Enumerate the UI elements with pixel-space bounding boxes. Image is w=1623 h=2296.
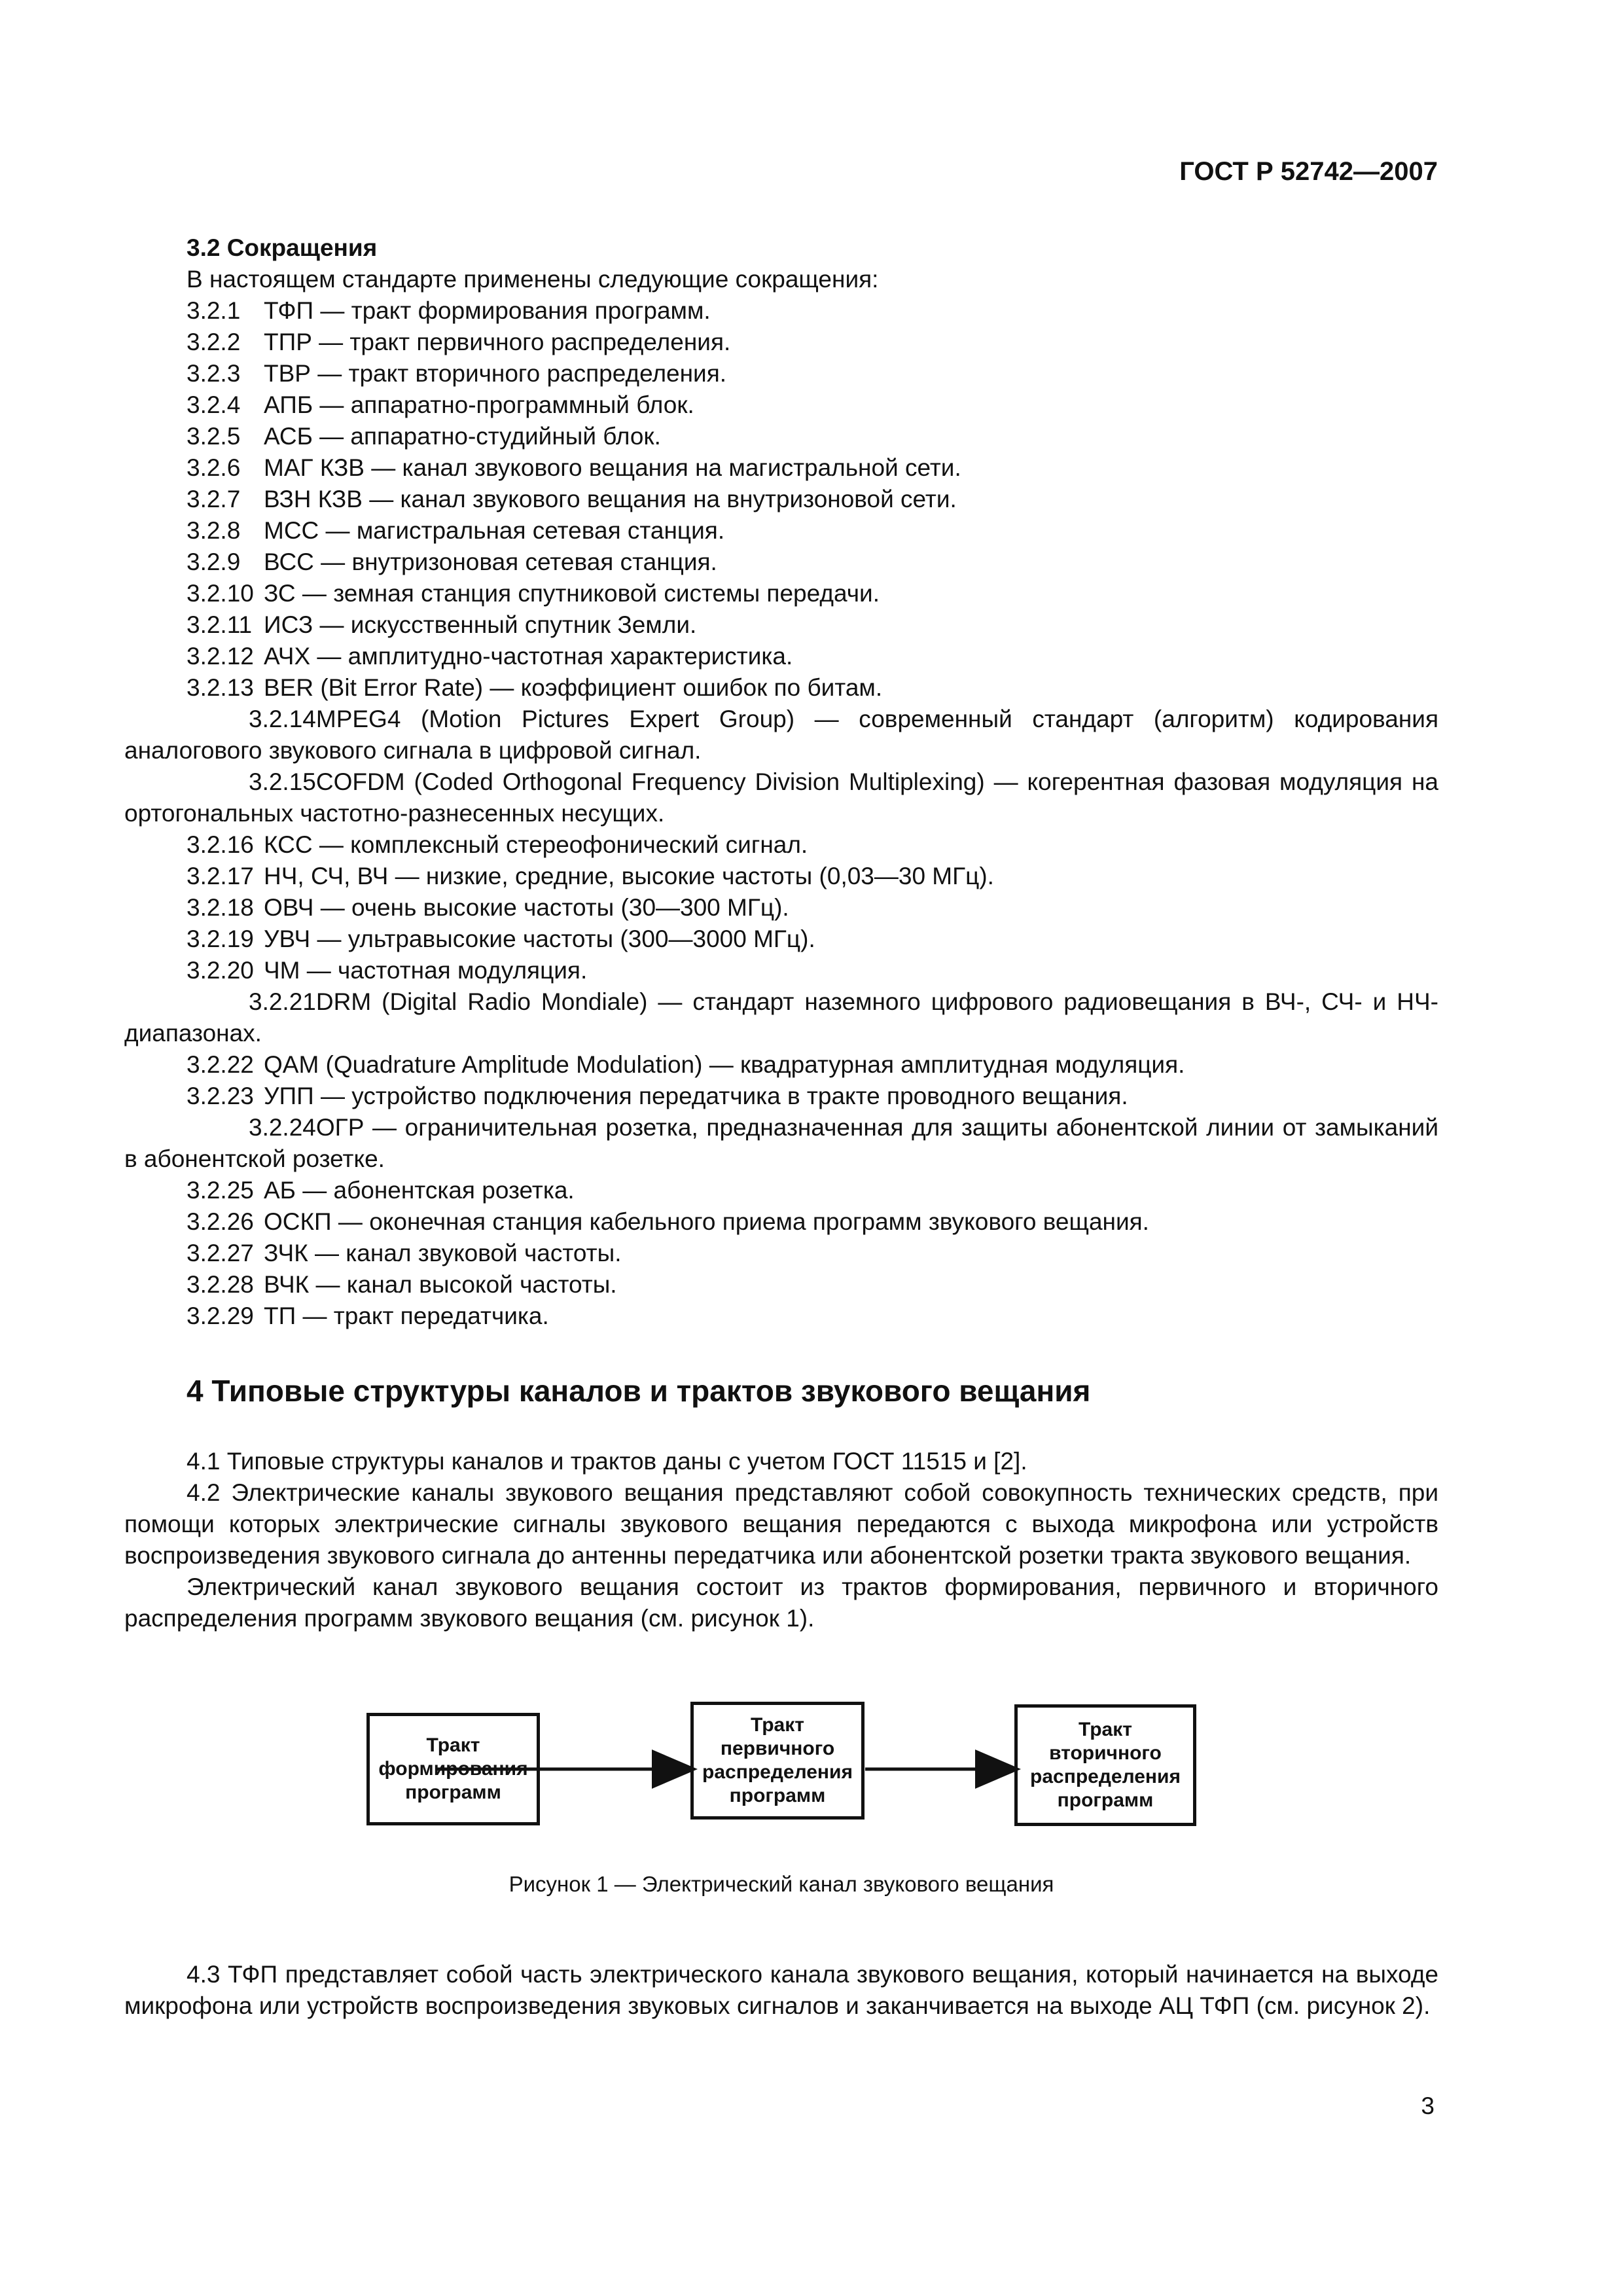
abbreviation-text: ТВР — тракт вторичного распределения. [264,360,727,387]
abbreviation-item [124,704,1438,766]
abbreviation-item [124,358,1438,389]
page-number: 3 [1421,2092,1435,2119]
abbreviation-item [124,1300,1438,1332]
abbreviation-text: МАГ КЗВ — канал звукового вещания на магистральной сети. [264,454,961,481]
abbreviation-text: ОГР — ограничительная розетка, предназначенная для защиты абонентской линии от замыканий в абонентской розетке. [124,1114,1438,1172]
paragraph-4-1: 4.1 Типовые структуры каналов и трактов даны с учетом ГОСТ 11515 и [2]. [187,1448,1027,1475]
abbreviation-text: COFDM (Coded Orthogonal Frequency Division Multiplexing) — когерентная фазовая модуляция на ортогональных частотно-разнесенных несущих. [124,768,1438,827]
abbreviation-text: ЧМ — частотная модуляция. [264,957,588,984]
abbreviation-item [124,829,1438,861]
abbreviation-item [124,955,1438,986]
box-formation-tract [366,1713,540,1825]
abbreviation-number: 3.2.15 [249,768,316,795]
abbreviation-number: 3.2.25 [187,1177,254,1204]
abbreviation-number: 3.2.4 [187,391,241,418]
box-1-line-2: формирования [378,1758,528,1780]
standard-code-header: ГОСТ Р 52742—2007 [1179,157,1438,186]
box-3-line-2: вторичного [1049,1742,1162,1764]
abbreviation-number: 3.2.17 [187,863,254,889]
abbreviation-text: MPEG4 (Motion Pictures Expert Group) — современный стандарт (алгоритм) кодирования аналогового звукового сигнала в цифровой сигнал. [124,706,1438,764]
box-2-line-3: распределения [702,1761,853,1783]
abbreviation-item [124,452,1438,484]
box-1-line-1: Тракт [426,1734,480,1756]
abbreviation-item [124,547,1438,578]
abbreviation-text: НЧ, СЧ, ВЧ — низкие, средние, высокие частоты (0,03—30 МГц). [264,863,994,889]
abbreviation-number: 3.2.24 [249,1114,316,1141]
abbreviation-text: ТП — тракт передатчика. [264,1302,549,1329]
abbreviation-number: 3.2.8 [187,517,241,544]
abbreviation-text: ОВЧ — очень высокие частоты (30—300 МГц). [264,894,789,921]
abbreviation-text: УПП — устройство подключения передатчика в тракте проводного вещания. [264,1083,1128,1109]
abbreviation-item [124,1049,1438,1081]
abbreviation-item [124,327,1438,358]
abbreviation-number: 3.2.7 [187,486,241,512]
abbreviation-text: АСБ — аппаратно-студийный блок. [264,423,661,450]
abbreviation-list [124,295,1438,1332]
abbreviation-text: ЗС — земная станция спутниковой системы передачи. [264,580,880,607]
box-2-line-4: программ [729,1785,826,1806]
abbreviation-text: QAM (Quadrature Amplitude Modulation) — квадратурная амплитудная модуляция. [264,1051,1185,1078]
abbreviation-item [124,295,1438,327]
abbreviation-number: 3.2.5 [187,423,241,450]
abbreviation-item [124,986,1438,1049]
abbreviation-number: 3.2.1 [187,297,241,324]
figure-1-caption: Рисунок 1 — Электрический канал звукового вещания [508,1872,1054,1896]
abbreviation-number: 3.2.12 [187,643,254,670]
abbreviation-number: 3.2.23 [187,1083,254,1109]
abbreviation-number: 3.2.9 [187,548,241,575]
abbreviation-item [124,389,1438,421]
abbreviation-number: 3.2.29 [187,1302,254,1329]
abbreviation-text: ВЗН КЗВ — канал звукового вещания на внутризоновой сети. [264,486,957,512]
abbreviation-number: 3.2.27 [187,1240,254,1266]
abbreviation-text: КСС — комплексный стереофонический сигнал. [264,831,808,858]
box-2-line-2: первичного [720,1738,835,1759]
abbreviation-number: 3.2.3 [187,360,241,387]
section-3-2-title: 3.2 Сокращения [187,234,378,261]
abbreviation-number: 3.2.28 [187,1271,254,1298]
abbreviation-item [124,1081,1438,1112]
section-4-title: 4 Типовые структуры каналов и трактов звукового вещания [187,1374,1091,1408]
abbreviation-number: 3.2.22 [187,1051,254,1078]
abbreviation-number: 3.2.20 [187,957,254,984]
figure-1-diagram [124,1658,1438,1861]
abbreviation-number: 3.2.18 [187,894,254,921]
paragraph-4-3: 4.3 ТФП представляет собой часть электрического канала звукового вещания, который начинается на выходе микрофона или устройств воспроизведения звуковых сигналов и заканчивается на выходе АЦ ТФП (см. рисунок 2). [124,1961,1438,2019]
box-primary-distribution-tract [690,1702,865,1820]
abbreviation-item [124,766,1438,829]
abbreviation-number: 3.2.16 [187,831,254,858]
abbreviation-number: 3.2.11 [187,611,253,638]
abbreviation-text: ВСС — внутризоновая сетевая станция. [264,548,717,575]
abbreviation-text: ТФП — тракт формирования программ. [264,297,711,324]
abbreviation-text: МСС — магистральная сетевая станция. [264,517,725,544]
section-3-2-intro: В настоящем стандарте применены следующие сокращения: [187,266,879,293]
abbreviation-number: 3.2.6 [187,454,241,481]
box-3-line-3: распределения [1030,1766,1181,1787]
abbreviation-item [124,578,1438,609]
page-content [124,232,1438,2022]
abbreviation-item [124,484,1438,515]
abbreviation-item [124,892,1438,924]
abbreviation-item [124,1238,1438,1269]
abbreviation-number: 3.2.13 [187,674,254,701]
abbreviation-text: УВЧ — ультравысокие частоты (300—3000 МГц). [264,925,815,952]
abbreviation-number: 3.2.14 [249,706,316,732]
box-2-line-1: Тракт [751,1714,804,1736]
abbreviation-item [124,641,1438,672]
abbreviation-item [124,1206,1438,1238]
abbreviation-item [124,1175,1438,1206]
abbreviation-text: ВЧК — канал высокой частоты. [264,1271,617,1298]
abbreviation-item [124,1269,1438,1300]
abbreviation-number: 3.2.19 [187,925,254,952]
abbreviation-text: АПБ — аппаратно-программный блок. [264,391,694,418]
abbreviation-number: 3.2.10 [187,580,254,607]
abbreviation-item [124,421,1438,452]
abbreviation-item [124,515,1438,547]
abbreviation-item [124,672,1438,704]
box-1-line-3: программ [405,1782,501,1803]
abbreviation-text: BER (Bit Error Rate) — коэффициент ошибок по битам. [264,674,883,701]
abbreviation-item [124,609,1438,641]
abbreviation-text: ЗЧК — канал звуковой частоты. [264,1240,622,1266]
abbreviation-number: 3.2.2 [187,329,241,355]
abbreviation-number: 3.2.26 [187,1208,254,1235]
box-3-line-4: программ [1057,1789,1154,1811]
abbreviation-text: АЧХ — амплитудно-частотная характеристика. [264,643,793,670]
abbreviation-item [124,1112,1438,1175]
abbreviation-text: АБ — абонентская розетка. [264,1177,575,1204]
abbreviation-item [124,861,1438,892]
abbreviation-text: DRM (Digital Radio Mondiale) — стандарт наземного цифрового радиовещания в ВЧ-, СЧ- и НЧ-диапазонах. [124,988,1438,1047]
abbreviation-text: ИСЗ — искусственный спутник Земли. [264,611,697,638]
paragraph-4-2: 4.2 Электрические каналы звукового вещания представляют собой совокупность технических средств, при помощи которых электрические сигналы звукового вещания передаются с выхода микрофона или устройств воспроизведения звукового сигнала до антенны передатчика или абонентской розетки тракта звукового вещания. [124,1479,1438,1569]
abbreviation-number: 3.2.21 [249,988,316,1015]
abbreviation-text: ТПР — тракт первичного распределения. [264,329,731,355]
box-secondary-distribution-tract [1014,1704,1196,1826]
abbreviation-item [124,924,1438,955]
abbreviation-text: ОСКП — оконечная станция кабельного приема программ звукового вещания. [264,1208,1149,1235]
box-3-line-1: Тракт [1079,1719,1132,1740]
paragraph-4-2-continued: Электрический канал звукового вещания состоит из трактов формирования, первичного и вторичного распределения программ звукового вещания (см. рисунок 1). [124,1573,1438,1632]
